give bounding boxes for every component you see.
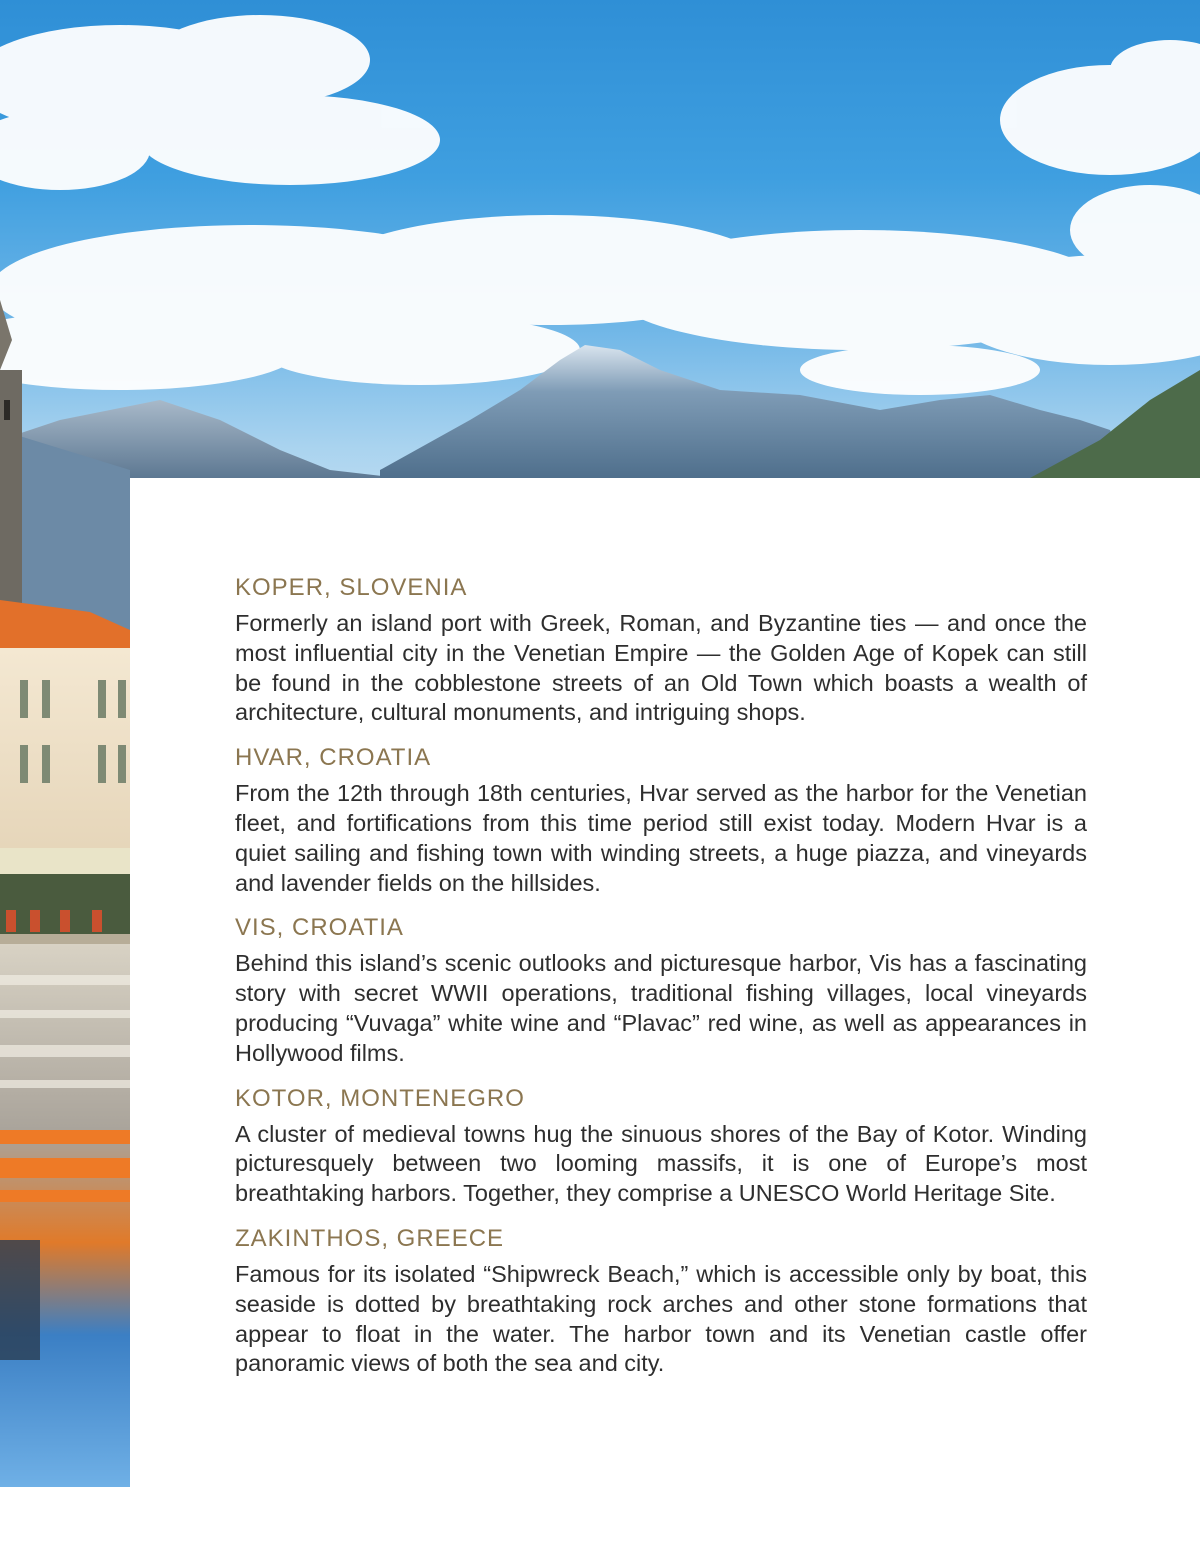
destination-section-kotor xyxy=(235,1083,1087,1209)
destination-description: From the 12th through 18th centuries, Hvar served as the harbor for the Venetian fleet, and fortifications from this time period still exist today. Modern Hvar is a quiet sailing and fishing town with winding streets, a huge piazza, and vineyards and lavender fields on the hillsides. xyxy=(235,780,1087,896)
destination-section-vis xyxy=(235,912,1087,1068)
destination-description: A cluster of medieval towns hug the sinuous shores of the Bay of Kotor. Winding picturesquely between two looming massifs, it is one of Europe’s most breathtaking harbors. Together, they comprise a UNESCO World Heritage Site. xyxy=(235,1120,1087,1207)
destination-description: Behind this island’s scenic outlooks and picturesque harbor, Vis has a fascinating story with secret WWII operations, traditional fishing villages, local vineyards producing “Vuvaga” white wine and “Plavac” red wine, as well as appearances in Hollywood films. xyxy=(235,950,1087,1066)
destination-section-zakinthos xyxy=(235,1223,1087,1379)
destination-heading: KOPER, SLOVENIA xyxy=(235,574,468,601)
destination-section-hvar xyxy=(235,742,1087,898)
destination-section-koper xyxy=(235,572,1087,728)
destination-description: Formerly an island port with Greek, Roman, and Byzantine ties — and once the most influential city in the Venetian Empire — the Golden Age of Kopek can still be found in the cobblestone streets of an Old Town which boasts a wealth of architecture, cultural monuments, and intriguing shops. xyxy=(235,610,1087,726)
destination-heading: VIS, CROATIA xyxy=(235,914,404,942)
destinations-list xyxy=(235,572,1087,1393)
destination-heading: ZAKINTHOS, GREECE xyxy=(235,1224,505,1252)
destination-heading: KOTOR, MONTENEGRO xyxy=(235,1084,525,1112)
destination-description: Famous for its isolated “Shipwreck Beach,” which is accessible only by boat, this seaside is dotted by breathtaking rock arches and other stone formations that appear to float in the water. The harbor town and its Venetian castle offer panoramic views of both the sea and city. xyxy=(235,1260,1087,1377)
destination-heading: HVAR, CROATIA xyxy=(235,744,432,772)
